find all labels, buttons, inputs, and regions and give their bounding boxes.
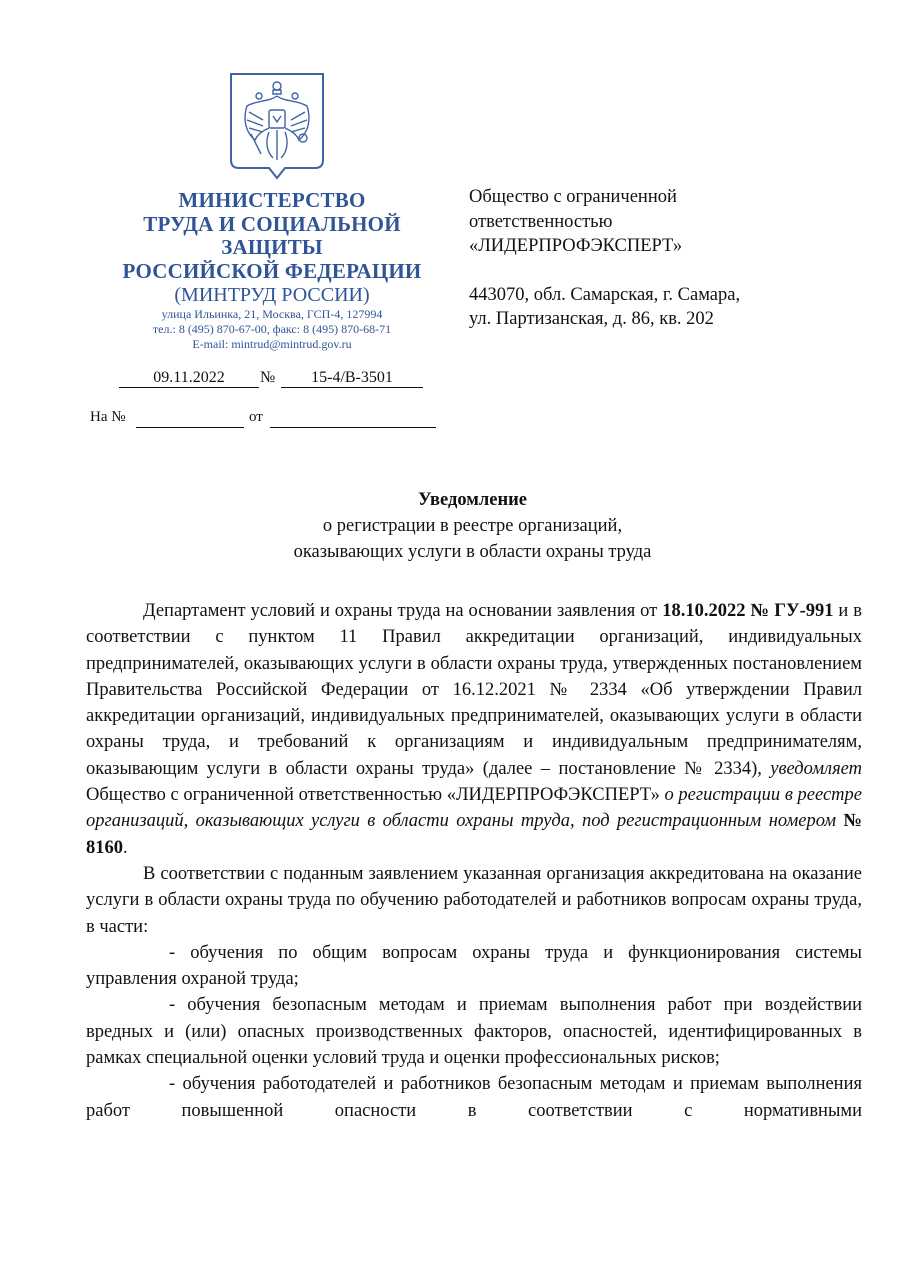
ref-date-blank [270, 408, 436, 428]
list-item: - обучения работодателей и работников безопасным методам и приемам выполнения работ повышенной опасности в соответствии с нормативными [86, 1074, 862, 1121]
application-reference: 18.10.2022 № ГУ-991 [662, 601, 834, 621]
document-date: 09.11.2022 [119, 368, 259, 388]
ministry-name-line: РОССИЙСКОЙ ФЕДЕРАЦИИ [122, 258, 422, 283]
text-run-italic: уведомляет [770, 758, 862, 779]
addressee-block [469, 185, 740, 332]
number-sign: № [260, 369, 276, 386]
body-paragraph [86, 598, 862, 861]
list-item: - обучения безопасным методам и приемам выполнения работ при воздействии вредных и (или) опасных производственных факторов, опасностей, идентифицированных в рамках специальной оценки условий труда и оценки профессиональных рисков; [86, 995, 862, 1069]
ref-number-blank [136, 408, 244, 428]
text-run: Общество с ограниченной ответственностью «ЛИДЕРПРОФЭКСПЕРТ» [86, 785, 665, 806]
ministry-phone-fax: тел.: 8 (495) 870-67-00, факс: 8 (495) 870-68-71 [152, 322, 392, 336]
document-number: 15-4/В-3501 [281, 368, 423, 388]
ministry-short-name: (МИНТРУД РОССИИ) [174, 284, 370, 306]
document-title [0, 487, 905, 565]
ministry-name-line: МИНИСТЕРСТВО [178, 188, 366, 212]
addressee-address-line: 443070, обл. Самарская, г. Самара, [469, 284, 741, 305]
addressee-address-line: ул. Партизанская, д. 86, кв. 202 [469, 309, 714, 329]
addressee-line: Общество с ограниченной [469, 187, 677, 207]
russian-coat-of-arms-icon [229, 72, 325, 180]
title-heading: Уведомление [418, 490, 527, 510]
title-subtitle-line: о регистрации в реестре организаций, [322, 516, 623, 536]
registration-number: № 8160 [86, 811, 863, 858]
ministry-name-line: ЗАЩИТЫ [221, 235, 323, 259]
ministry-letterhead [100, 189, 444, 352]
ministry-name-line: ТРУДА И СОЦИАЛЬНОЙ [143, 211, 401, 236]
ministry-email: E-mail: mintrud@mintrud.gov.ru [192, 337, 352, 351]
addressee-line: ответственностью [469, 211, 613, 232]
title-subtitle-line: оказывающих услуги в области охраны труда [293, 542, 652, 562]
addressee-line: «ЛИДЕРПРОФЭКСПЕРТ» [469, 236, 683, 256]
list-item: - обучения по общим вопросам охраны труда и функционирования системы управления охраной труда; [86, 942, 862, 990]
text-run: и в соответствии с пунктом 11 Правил аккредитации организаций, индивидуальных предпринимателей, оказывающих услуги в области охраны труда, утвержденных постановлением Правительства Российской Федерации от 16.12.2021 № 2334 «Об утверждении Правил аккредитации организаций, индивидуальных предпринимателей, оказывающих услуги в области охраны труда, и требований к организациям и индивидуальным предпринимателям, оказывающим услуги в области охраны труда» (далее – постановление № 2334), [86, 601, 862, 779]
text-run: . [123, 837, 128, 858]
ref-from-label: от [249, 409, 263, 425]
body-paragraph: В соответствии с поданным заявлением указанная организация аккредитована на оказание услуги в области охраны труда по обучению работодателей и работников вопросам охраны труда, в части: [86, 863, 862, 937]
text-run: Департамент условий и охраны труда на основании заявления от [143, 601, 663, 621]
text-run-italic: о регистрации в реестре организаций, оказывающих услуги в области охраны труда, под регистрационным номером [86, 785, 862, 832]
document-body [86, 598, 862, 1124]
ministry-address: улица Ильинка, 21, Москва, ГСП-4, 127994 [161, 307, 383, 321]
ref-number-label: На № [90, 409, 126, 425]
